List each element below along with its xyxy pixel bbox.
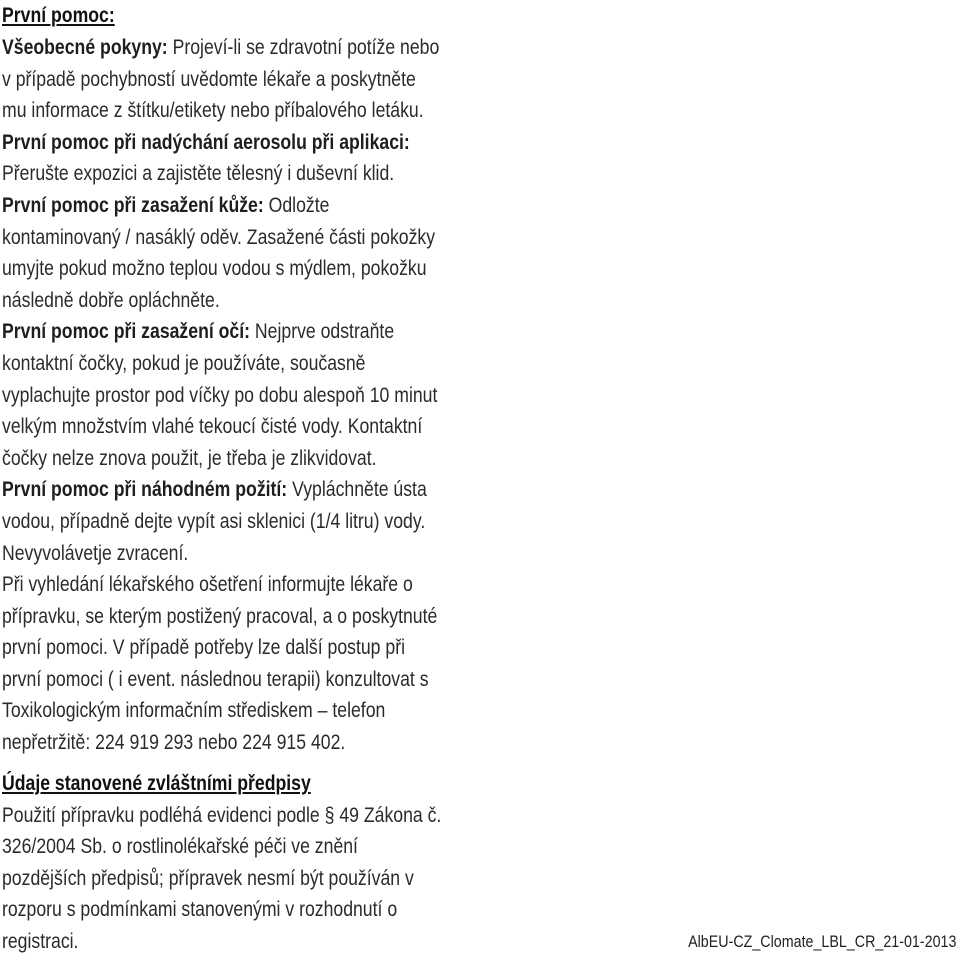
first-aid-line [2, 95, 792, 127]
first-aid-line [2, 348, 792, 380]
section-gap [2, 759, 942, 768]
first-aid-line [2, 253, 792, 285]
first-aid-text: Nevyvolávetje zvracení. [2, 541, 189, 565]
first-aid-heading: První pomoc při náhodném požití: [2, 478, 288, 502]
first-aid-text: následně dobře opláchněte. [2, 288, 220, 312]
first-aid-line [2, 727, 792, 759]
regulations-line: 326/2004 Sb. o rostlinolékařské péči ve znění [2, 835, 358, 859]
label-document [2, 0, 942, 958]
first-aid-text: kontaminovaný / nasáklý oděv. Zasažené části pokožky [2, 225, 436, 249]
first-aid-line [2, 506, 792, 538]
first-aid-line [2, 474, 792, 506]
first-aid-text: čočky nelze znova použit, je třeba je zlikvidovat. [2, 446, 377, 470]
first-aid-line [2, 285, 792, 317]
first-aid-title: První pomoc: [2, 4, 115, 27]
first-aid-text: Přerušte expozici a zajistěte tělesný i duševní klid. [2, 162, 395, 186]
first-aid-text: Projeví-li se zdravotní potíže nebo [167, 36, 440, 59]
first-aid-text: Odložte [263, 193, 330, 217]
first-aid-line [2, 158, 792, 190]
first-aid-line [2, 411, 792, 443]
first-aid-line [2, 190, 792, 222]
regulations-line: rozporu s podmínkami stanovenými v rozhodnutí o [2, 898, 398, 922]
first-aid-line [2, 316, 792, 348]
first-aid-text: mu informace z štítku/etikety nebo příbalového letáku. [2, 99, 424, 123]
first-aid-text: v případě pochybností uvědomte lékaře a poskytněte [2, 67, 416, 91]
first-aid-text: první pomoci ( i event. následnou terapii) konzultovat s [2, 667, 429, 691]
first-aid-heading: První pomoc při zasažení kůže: [2, 193, 264, 217]
first-aid-text: nepřetržitě: 224 919 293 nebo 224 915 402. [2, 731, 346, 755]
first-aid-text: Nejprve odstraňte [250, 320, 395, 344]
first-aid-line [2, 538, 792, 570]
first-aid-line [2, 380, 792, 412]
first-aid-line [2, 569, 792, 601]
first-aid-line [2, 664, 792, 696]
first-aid-text: umyjte pokud možno teplou vodou s mýdlem, pokožku [2, 257, 427, 281]
regulations-title: Údaje stanovené zvláštními předpisy [2, 771, 311, 795]
first-aid-section [2, 32, 942, 759]
first-aid-line [2, 32, 792, 64]
first-aid-heading: Všeobecné pokyny: [2, 36, 168, 59]
first-aid-text: přípravku, se kterým postižený pracoval, a o poskytnuté [2, 604, 438, 628]
first-aid-line [2, 443, 792, 475]
first-aid-text: vyplachujte prostor pod víčky po dobu alespoň 10 minut [2, 383, 438, 407]
first-aid-text: kontaktní čočky, pokud je používáte, současně [2, 351, 366, 375]
first-aid-text: první pomoci. V případě potřeby lze další postup při [2, 636, 406, 660]
first-aid-line [2, 64, 792, 96]
first-aid-text: Při vyhledání lékařského ošetření informujte lékaře o [2, 573, 413, 597]
regulations-line: pozdějších předpisů; přípravek nesmí být používán v [2, 866, 414, 890]
first-aid-line [2, 601, 792, 633]
first-aid-line [2, 127, 792, 159]
regulations-line: registraci. [2, 930, 79, 954]
document-code: AlbEU-CZ_Clomate_LBL_CR_21-01-2013 [687, 932, 956, 951]
first-aid-text: velkým množstvím vlahé tekoucí čisté vody. Kontaktní [2, 415, 423, 439]
first-aid-text: Toxikologickým informačním střediskem – telefon [2, 699, 386, 723]
first-aid-heading: První pomoc při nadýchání aerosolu při aplikaci: [2, 130, 410, 154]
first-aid-heading: První pomoc při zasažení očí: [2, 320, 251, 344]
first-aid-line [2, 695, 792, 727]
first-aid-line [2, 222, 792, 254]
first-aid-text: vodou, případně dejte vypít asi sklenici (1/4 litru) vody. [2, 509, 426, 533]
regulations-line: Použití přípravku podléhá evidenci podle § 49 Zákona č. [2, 803, 442, 827]
first-aid-text: Vypláchněte ústa [287, 478, 427, 502]
first-aid-line [2, 632, 792, 664]
